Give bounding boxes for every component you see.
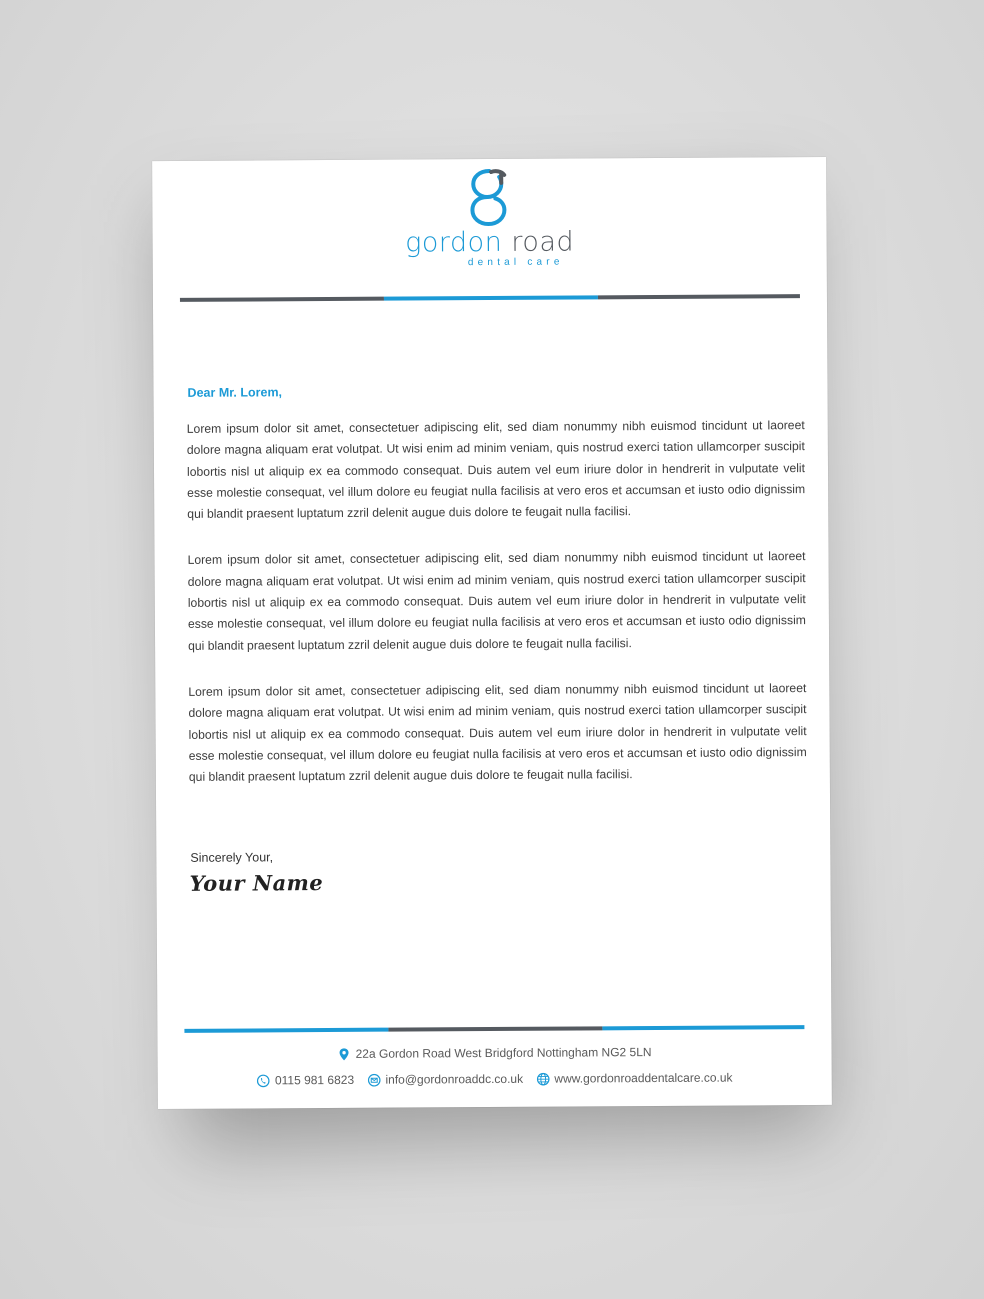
email-icon xyxy=(367,1073,380,1086)
body-paragraph: Lorem ipsum dolor sit amet, consectetuer adipiscing elit, sed diam nonummy nibh euismod tincidunt ut laoreet dolore magna aliquam erat volutpat. Ut wisi enim ad minim veniam, quis nostrud exerci tation ullamcorper suscipit lobortis nisl ut aliquip ex ea commodo consequat. Duis autem vel eum iriure dolor in hendrerit in vulputate velit esse molestie consequat, vel illum dolore eu feugiat nulla facilisis at vero eros et accumsan et iusto odio dignissim qui blandit praesent luptatum zzril delenit augue duis dolore te feugait nulla facilisi. xyxy=(186,418,806,522)
body-paragraph: Lorem ipsum dolor sit amet, consectetuer adipiscing elit, sed diam nonummy nibh euismod tincidunt ut laoreet dolore magna aliquam erat volutpat. Ut wisi enim ad minim veniam, quis nostrud exerci tation ullamcorper suscipit lobortis nisl ut aliquip ex ea commodo consequat. Duis autem vel eum iriure dolor in hendrerit in vulputate velit esse molestie consequat, vel illum dolore eu feugiat nulla facilisis at vero eros et accumsan et iusto odio dignissim qui blandit praesent luptatum zzril delenit augue duis dolore te feugait nulla facilisi. xyxy=(188,681,807,785)
footer-website xyxy=(536,1071,732,1086)
header-divider xyxy=(180,294,800,302)
phone-text: 0115 981 6823 xyxy=(274,1072,355,1088)
salutation: Dear Mr. Lorem, xyxy=(187,385,283,400)
footer-divider-segment-middle xyxy=(388,1026,602,1031)
email-text: info@gordonroaddc.co.uk xyxy=(385,1071,524,1087)
header-divider-segment-left xyxy=(180,297,384,302)
body-paragraph: Lorem ipsum dolor sit amet, consectetuer adipiscing elit, sed diam nonummy nibh euismod tincidunt ut laoreet dolore magna aliquam erat volutpat. Ut wisi enim ad minim veniam, quis nostrud exerci tation ullamcorper suscipit lobortis nisl ut aliquip ex ea commodo consequat. Duis autem vel eum iriure dolor in hendrerit in vulputate velit esse molestie consequat, vel illum dolore eu feugiat nulla facilisis at vero eros et accumsan et iusto odio dignissim qui blandit praesent luptatum zzril delenit augue duis dolore te feugait nulla facilisi. xyxy=(187,549,806,653)
footer-contacts-line xyxy=(158,1070,832,1091)
footer-address-line xyxy=(158,1044,832,1065)
footer-divider xyxy=(184,1025,804,1033)
letter-body xyxy=(187,415,807,813)
website-text: www.gordonroaddentalcare.co.uk xyxy=(554,1070,733,1086)
phone-icon xyxy=(257,1074,270,1087)
location-pin-icon xyxy=(338,1047,351,1060)
footer-divider-segment-right xyxy=(602,1025,804,1030)
brand-tagline: dental care xyxy=(467,256,564,269)
gordon-road-g-logo-icon xyxy=(467,167,511,229)
header-divider-segment-right xyxy=(598,294,800,299)
signature: Your Name xyxy=(189,870,324,896)
address-text: 22a Gordon Road West Bridgford Nottingham NG2 5LN xyxy=(355,1045,652,1061)
footer-email xyxy=(367,1072,523,1087)
header-divider-segment-middle xyxy=(384,295,598,300)
logo xyxy=(152,165,826,231)
brand-name-part1: gordon xyxy=(405,226,503,259)
footer-phone xyxy=(257,1073,354,1088)
closing: Sincerely Your, xyxy=(190,850,274,865)
footer-address xyxy=(338,1045,652,1061)
globe-icon xyxy=(536,1072,549,1085)
letterhead-page xyxy=(152,157,832,1109)
footer-divider-segment-left xyxy=(184,1028,388,1033)
brand-name-part2: road xyxy=(511,226,575,258)
